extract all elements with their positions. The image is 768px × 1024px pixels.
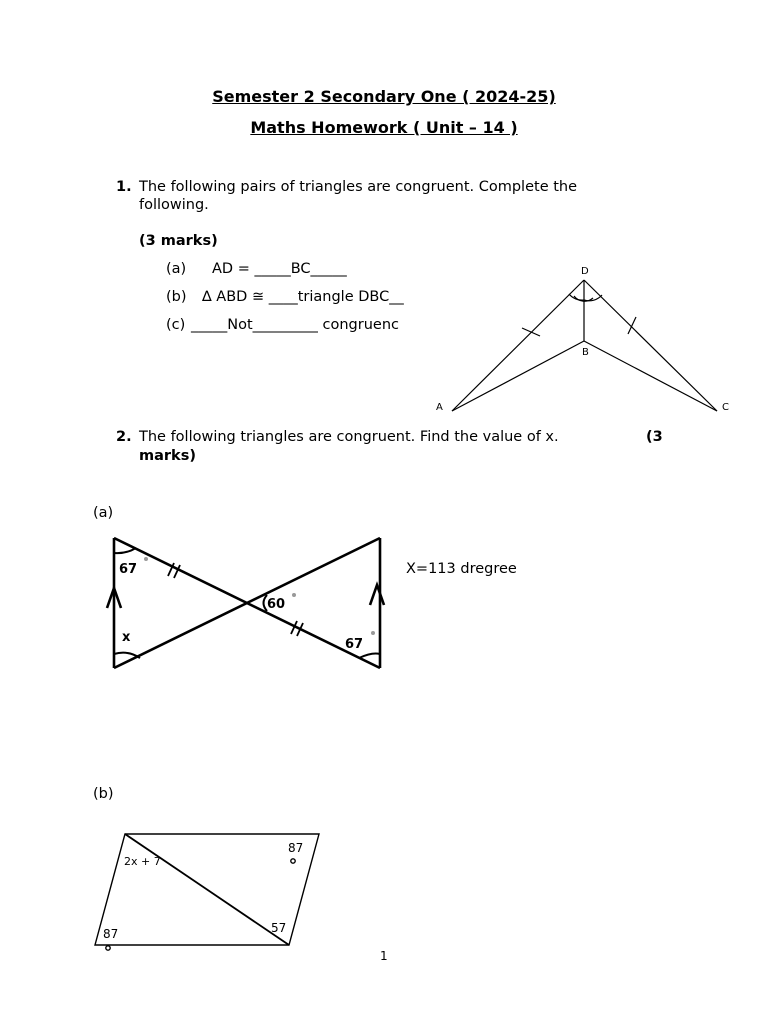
segment-bc bbox=[584, 341, 717, 411]
q2a-bowtie-diagram bbox=[104, 530, 396, 675]
q1-part-a-label: (a) bbox=[166, 261, 187, 277]
angle-label-center: 60 bbox=[267, 597, 286, 612]
q2b-parallelogram-diagram bbox=[90, 825, 330, 955]
q2-text: The following triangles are congruent. Find the value of x. bbox=[139, 429, 559, 445]
page-title: Semester 2 Secondary One ( 2024-25) bbox=[212, 87, 556, 106]
angle-label-x: x bbox=[122, 630, 131, 645]
page-subtitle: Maths Homework ( Unit – 14 ) bbox=[250, 118, 518, 137]
q2-number: 2. bbox=[116, 429, 132, 445]
q1-part-a-text: AD = _____BC_____ bbox=[212, 261, 347, 277]
q1-number: 1. bbox=[116, 179, 132, 195]
angle-arc-top-left bbox=[114, 548, 136, 553]
degree-symbol-top-left bbox=[144, 557, 148, 561]
degree-symbol-bottom-right bbox=[371, 631, 375, 635]
angle-label-top-left: 67 bbox=[119, 562, 138, 577]
page-number: 1 bbox=[380, 949, 388, 963]
q2-part-b-label: (b) bbox=[93, 786, 114, 802]
q1-part-b-label: (b) bbox=[166, 289, 187, 305]
tick-mark-dc bbox=[628, 317, 636, 334]
arrow-right-icon bbox=[370, 585, 384, 605]
q1-marks: (3 marks) bbox=[139, 233, 218, 249]
angle-label-top-right: 87 bbox=[288, 841, 304, 855]
label-c: C bbox=[722, 402, 729, 413]
degree-symbol-top-right bbox=[291, 859, 295, 863]
q1-part-b-text: ∆ ABD ≅ ____triangle DBC__ bbox=[202, 289, 404, 305]
angle-label-bottom-left: 87 bbox=[103, 927, 119, 941]
degree-symbol-bottom-left bbox=[106, 946, 110, 950]
q1-part-c-text: _____Not_________ congruenc bbox=[191, 317, 399, 333]
label-b: B bbox=[582, 347, 589, 358]
q2-part-a-label: (a) bbox=[93, 505, 114, 521]
angle-label-bottom-right: 67 bbox=[345, 637, 364, 652]
q1-text-line1: The following pairs of triangles are congruent. Complete the bbox=[139, 179, 578, 195]
degree-symbol-center bbox=[292, 593, 296, 597]
q1-part-c-label: (c) bbox=[166, 317, 186, 333]
tick-mark-da bbox=[522, 328, 540, 336]
q1-triangle-diagram bbox=[430, 260, 740, 420]
q2-marks-part1: (3 bbox=[646, 429, 663, 445]
q2-marks-part2: marks) bbox=[139, 448, 196, 464]
angle-label-bottom-right: 57 bbox=[271, 921, 287, 935]
angle-arc-bottom-right bbox=[359, 654, 380, 659]
segment-ba bbox=[452, 341, 584, 411]
label-a: A bbox=[436, 402, 443, 413]
segment-dc bbox=[584, 280, 717, 411]
q2-part-a-answer: X=113 dregree bbox=[406, 561, 517, 577]
angle-label-top-left: 2x + 7 bbox=[124, 855, 161, 868]
segment-da bbox=[452, 280, 584, 411]
parallelogram-diagonal bbox=[125, 834, 289, 945]
q1-text-line2: following. bbox=[139, 197, 209, 213]
label-d: D bbox=[581, 266, 589, 277]
